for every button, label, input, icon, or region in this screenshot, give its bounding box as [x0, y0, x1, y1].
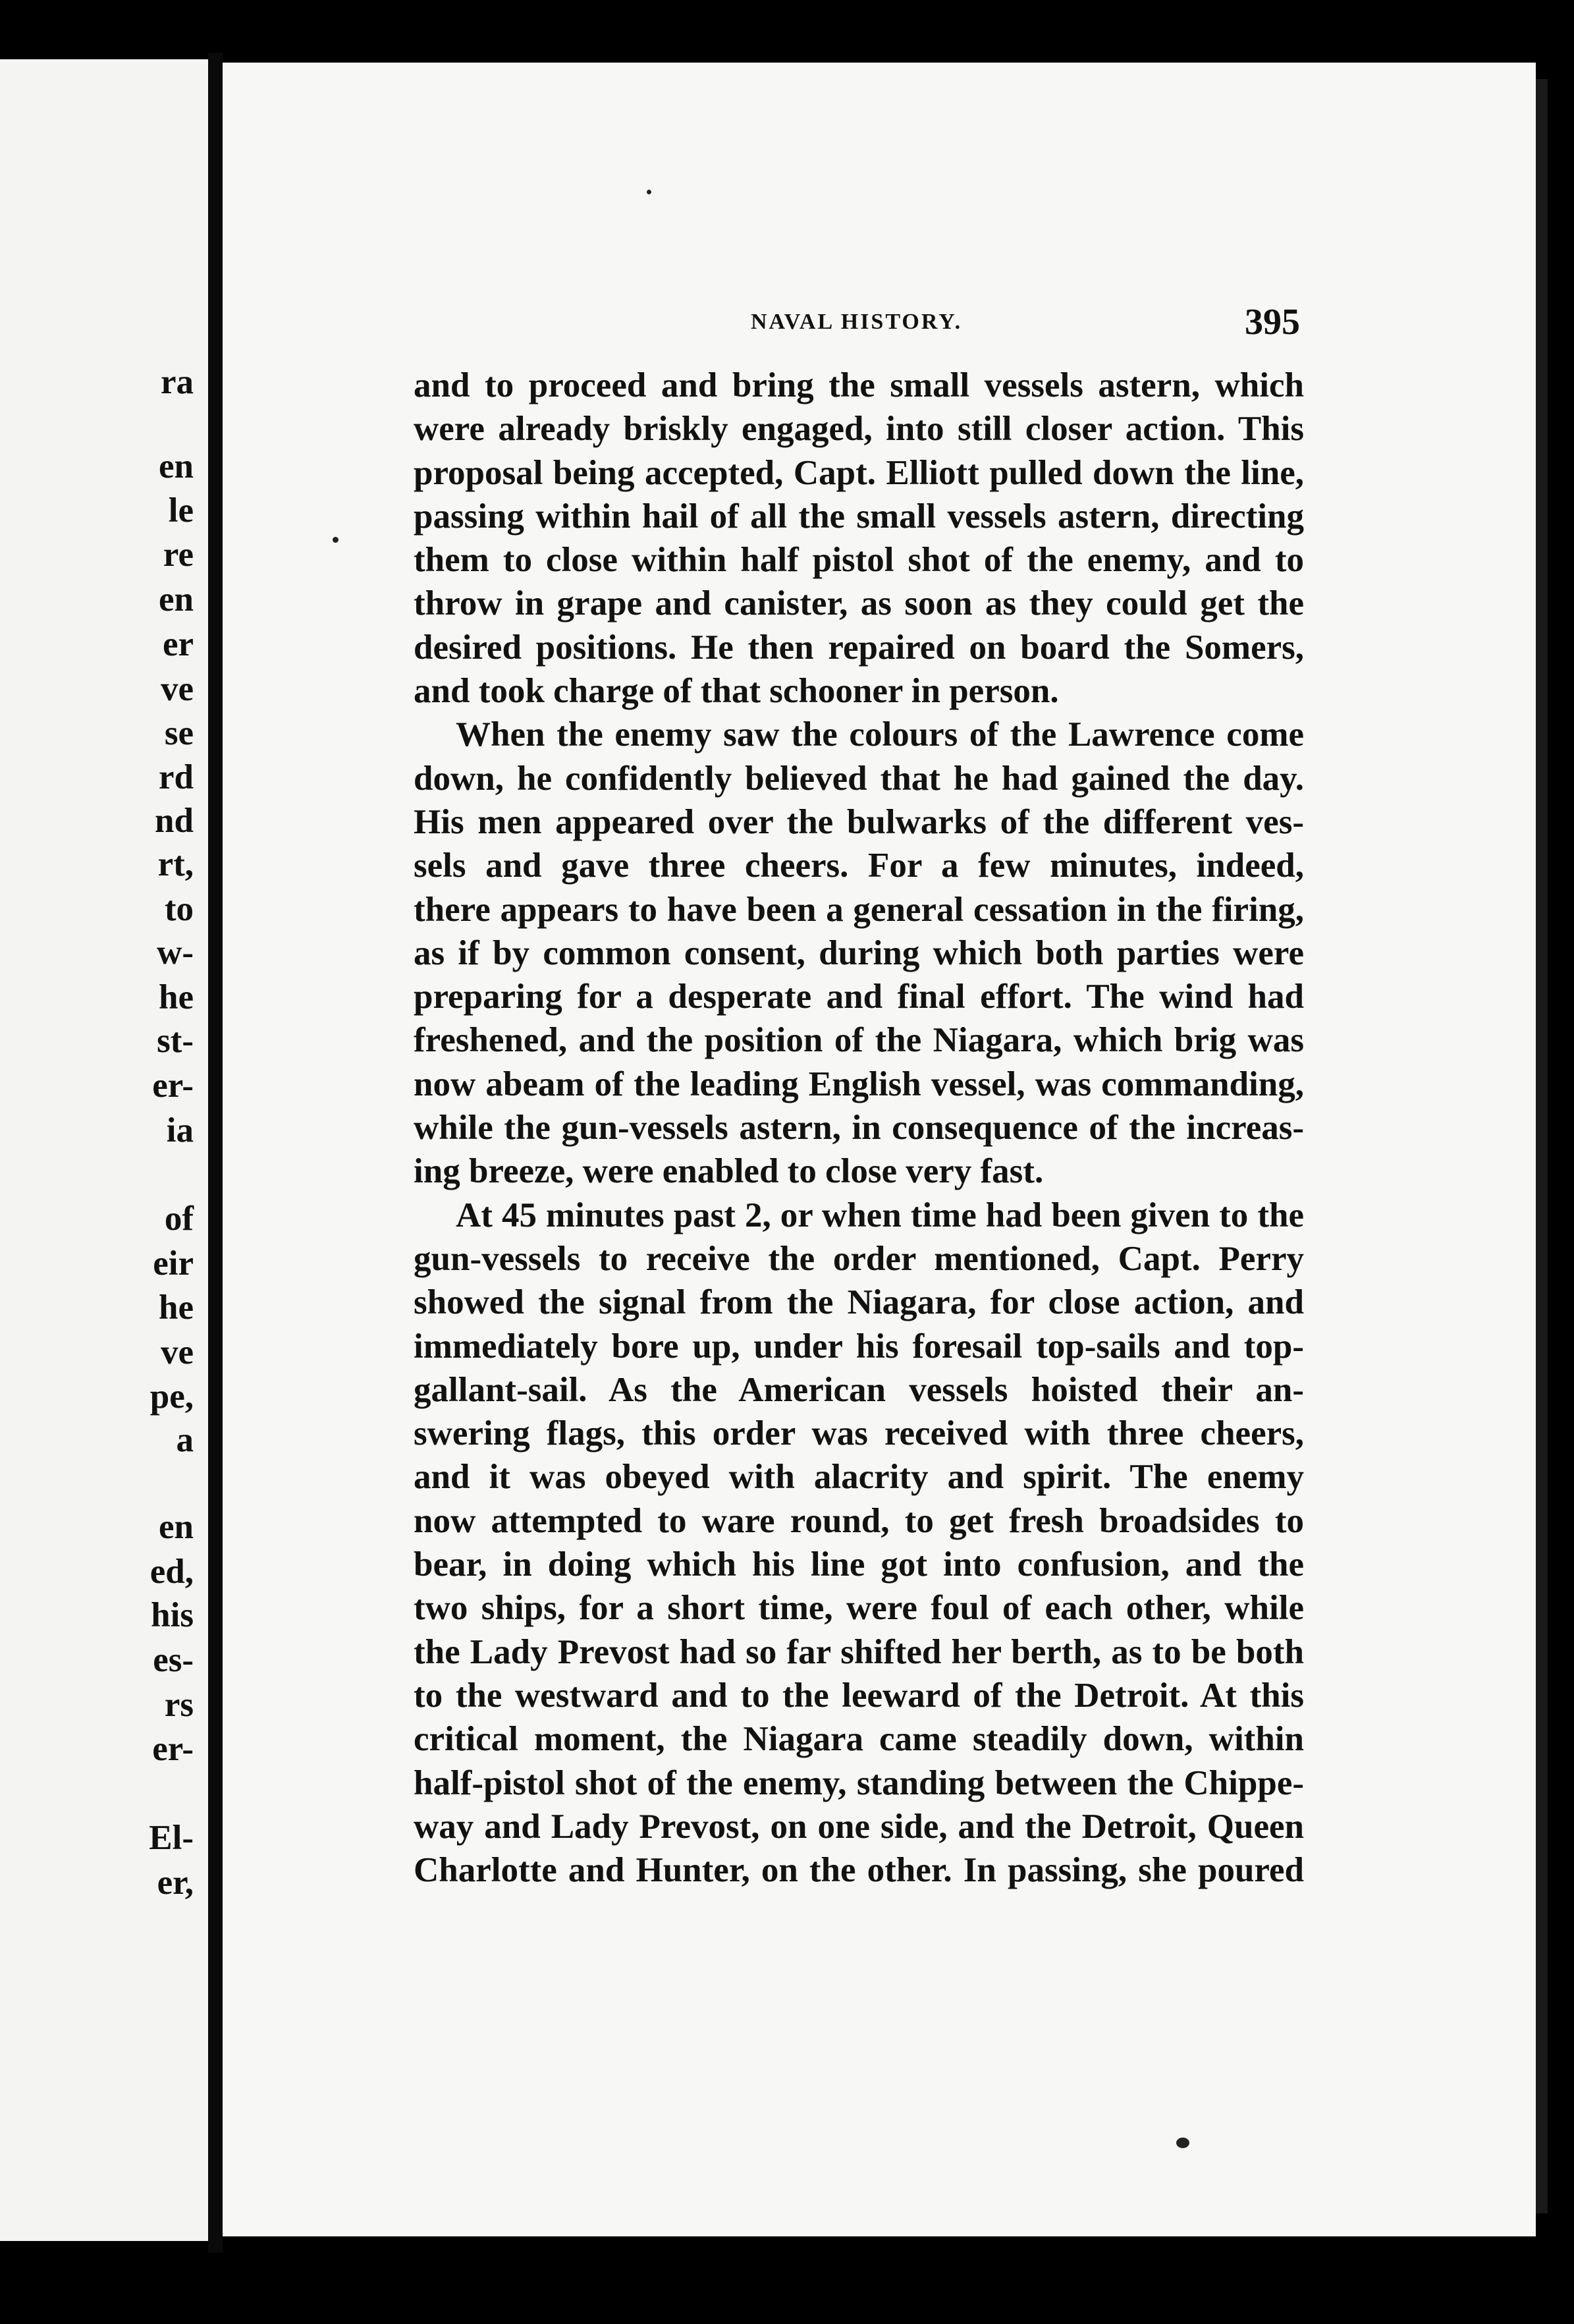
text-line: way and Lady Prevost, on one side, and the Detroit, Queen	[414, 1807, 1304, 1846]
left-page-text-fragment: rs	[164, 1686, 194, 1724]
ink-speck	[647, 190, 651, 194]
left-page-text-fragment: ia	[166, 1111, 194, 1149]
left-page-text-fragment: his	[151, 1596, 194, 1634]
left-page-text-fragment: to	[164, 890, 194, 928]
paragraph	[414, 364, 1304, 713]
text-line: desired positions. He then repaired on board the Somers,	[414, 628, 1304, 667]
text-line: and took charge of that schooner in person.	[414, 672, 1059, 711]
left-page-text-fragment: ed,	[149, 1553, 194, 1591]
text-line: there appears to have been a general cessation in the firing,	[414, 890, 1304, 929]
text-line: freshened, and the position of the Niagara, which brig was	[414, 1021, 1304, 1060]
left-page-text-fragment: re	[163, 536, 194, 574]
left-page-text-fragment: w-	[157, 933, 194, 972]
text-line: now attempted to ware round, to get fresh broadsides to	[414, 1501, 1304, 1540]
paragraph	[414, 713, 1304, 1193]
left-page-text-fragment: en	[159, 1508, 194, 1546]
text-line: passing within hail of all the small vessels astern, directing	[414, 497, 1304, 536]
text-line: gallant-sail. As the American vessels hoisted their an-	[414, 1370, 1304, 1409]
text-line: showed the signal from the Niagara, for close action, and	[414, 1283, 1304, 1322]
left-page-text-fragment: rt,	[157, 845, 194, 883]
text-line: preparing for a desperate and final effort. The wind had	[414, 978, 1304, 1016]
text-line: swering flags, this order was received with three cheers,	[414, 1414, 1304, 1453]
left-page-text-fragment: es-	[153, 1641, 194, 1679]
paragraph	[414, 1194, 1304, 1893]
left-page-text-fragment: of	[164, 1200, 194, 1238]
text-line: His men appeared over the bulwarks of the different ves-	[414, 802, 1304, 841]
left-page-text-fragment: ra	[160, 363, 194, 401]
text-line: down, he confidently believed that he had gained the day.	[414, 759, 1304, 798]
left-page-text-fragment: pe,	[149, 1377, 194, 1416]
text-line: while the gun-vessels astern, in consequence of the increas-	[414, 1109, 1304, 1148]
text-line: as if by common consent, during which both parties were	[414, 933, 1304, 972]
left-page-text-fragment: El-	[149, 1819, 194, 1857]
page-edge-shadow	[1536, 79, 1548, 2213]
text-line: half-pistol shot of the enemy, standing between the Chippe-	[414, 1763, 1304, 1802]
text-line: throw in grape and canister, as soon as they could get the	[414, 584, 1304, 623]
text-line: sels and gave three cheers. For a few minutes, indeed,	[414, 846, 1304, 885]
text-line: two ships, for a short time, were foul of each other, while	[414, 1589, 1304, 1628]
left-page-text-fragment: st-	[157, 1022, 194, 1060]
left-page-text-fragment: he	[159, 978, 194, 1016]
page-body	[414, 364, 1304, 1892]
text-line: critical moment, the Niagara came steadily down, within	[414, 1720, 1304, 1759]
text-line: At 45 minutes past 2, or when time had been given to the	[456, 1196, 1304, 1234]
left-page-text-fragment: ve	[160, 1333, 194, 1371]
left-page-text-fragment: ve	[160, 670, 194, 708]
running-head: NAVAL HISTORY.	[751, 310, 963, 334]
ink-speck	[1176, 2138, 1189, 2148]
text-line: were already briskly engaged, into still closer action. This	[414, 410, 1304, 449]
text-line: When the enemy saw the colours of the Lawrence come	[456, 715, 1304, 754]
text-line: and to proceed and bring the small vessels astern, which	[414, 366, 1304, 404]
text-line: ing breeze, were enabled to close very fast.	[414, 1152, 1044, 1191]
ink-speck	[333, 537, 339, 543]
left-page-text-fragment: rd	[159, 758, 194, 796]
text-line: proposal being accepted, Capt. Elliott pulled down the line,	[414, 453, 1304, 492]
left-page-text-fragment: er-	[152, 1730, 194, 1768]
text-line: them to close within half pistol shot of the enemy, and to	[414, 541, 1304, 580]
left-page-text-fragment: en	[159, 447, 194, 485]
left-page-text-fragment: eir	[153, 1244, 194, 1283]
text-line: gun-vessels to receive the order mentioned, Capt. Perry	[414, 1239, 1304, 1278]
left-page-text-fragment: nd	[155, 802, 194, 840]
left-page-text-fragment: le	[168, 491, 194, 530]
text-line: immediately bore up, under his foresail top-sails and top-	[414, 1327, 1304, 1366]
left-page-text-fragment: er-	[152, 1066, 194, 1105]
book-gutter	[208, 53, 223, 2253]
text-line: bear, in doing which his line got into confusion, and the	[414, 1545, 1304, 1584]
left-page-text-fragment: a	[176, 1421, 194, 1459]
text-line: and it was obeyed with alacrity and spirit. The enemy	[414, 1458, 1304, 1497]
text-line: to the westward and to the leeward of the Detroit. At this	[414, 1676, 1304, 1715]
previous-page-fragment	[0, 59, 208, 2241]
left-page-text-fragment: he	[159, 1288, 194, 1327]
text-line: now abeam of the leading English vessel, was commanding,	[414, 1065, 1304, 1103]
page-number: 395	[1245, 302, 1300, 343]
text-line: the Lady Prevost had so far shifted her berth, as to be both	[414, 1632, 1304, 1671]
left-page-text-fragment: en	[159, 580, 194, 619]
left-page-text-fragment: er,	[157, 1864, 194, 1902]
left-page-text-fragment: er	[162, 625, 194, 663]
text-line: Charlotte and Hunter, on the other. In passing, she poured	[414, 1851, 1304, 1890]
left-page-text-fragment: se	[164, 714, 194, 752]
